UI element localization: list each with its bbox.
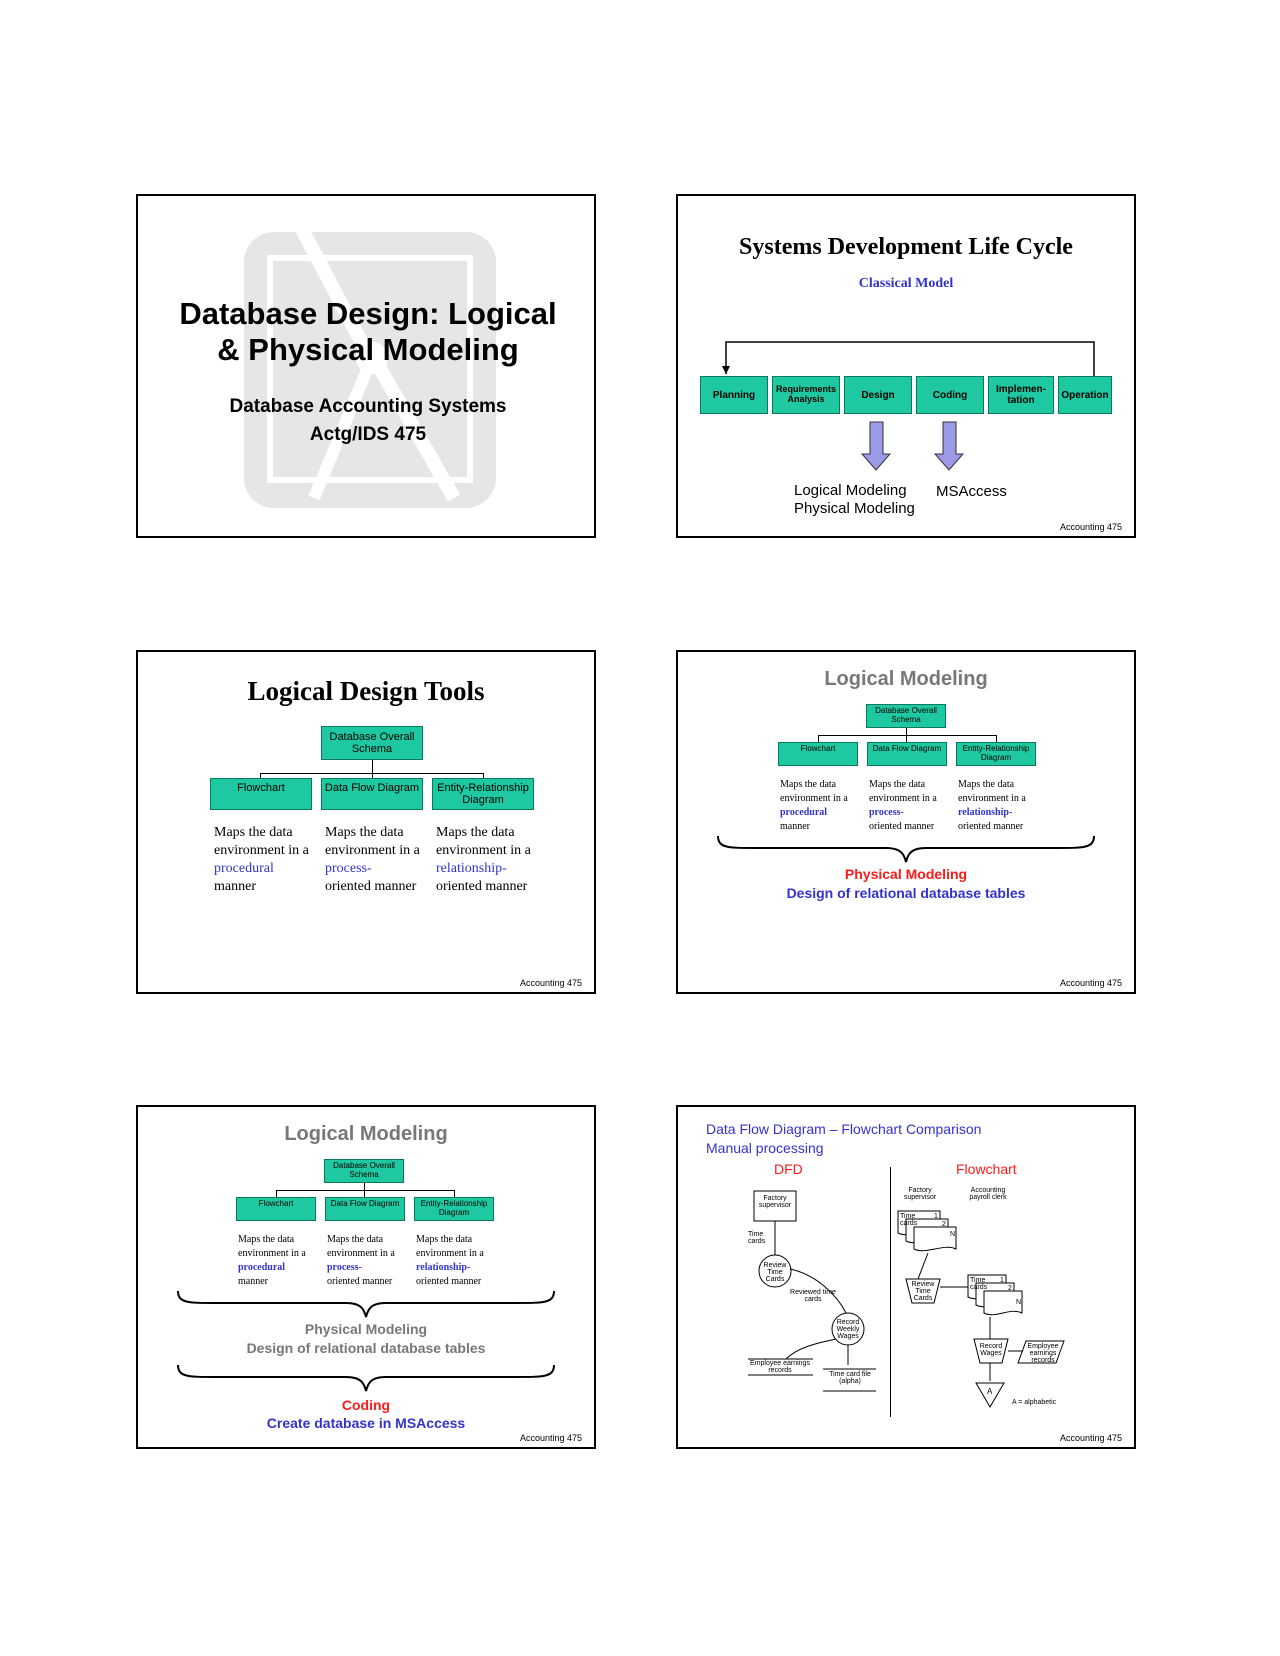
desc-dfd: Maps the data environment in a process- oriented manner — [869, 779, 937, 832]
fc-clerk: Accounting payroll clerk — [969, 1187, 1007, 1201]
curly-brace — [176, 1363, 556, 1393]
slide4-title: Logical Modeling — [824, 668, 988, 690]
box-flowchart: Flowchart — [236, 1197, 316, 1221]
slide2-title: Systems Development Life Cycle — [739, 234, 1073, 260]
fc-nN: N — [950, 1231, 956, 1238]
slide6-title-2: Manual processing — [706, 1140, 824, 1156]
fc-timecards: Time cards — [900, 1213, 918, 1227]
flowchart-label: Flowchart — [956, 1161, 1017, 1177]
footer: Accounting 475 — [519, 1433, 582, 1443]
curly-brace — [176, 1289, 556, 1319]
slide4-physical: Physical Modeling — [844, 866, 968, 882]
stage-planning: Planning — [700, 376, 768, 414]
stage-implementation: Implemen-tation — [988, 376, 1054, 414]
desc-erd: Maps the data environment in a relationship- oriented manner — [416, 1234, 484, 1287]
desc-flowchart: Maps the data environment in a procedural manner — [214, 825, 309, 894]
desc-dfd: Maps the data environment in a process- oriented manner — [327, 1234, 395, 1287]
desc-erd: Maps the data environment in a relationship- oriented manner — [958, 779, 1026, 832]
footer: Accounting 475 — [1059, 522, 1122, 532]
footer: Accounting 475 — [519, 978, 582, 988]
slide-logical-modeling-1 — [676, 650, 1136, 994]
box-schema: Database Overall Schema — [866, 704, 946, 728]
fc-n1-2: 1 — [1000, 1277, 1004, 1284]
stage-coding: Coding — [916, 376, 984, 414]
desc-erd: Maps the data environment in a relationship- oriented manner — [436, 825, 531, 894]
box-flowchart: Flowchart — [778, 742, 858, 766]
slide5-create: Create database in MSAccess — [266, 1415, 466, 1431]
box-erd: Entity-Relationship Diagram — [432, 778, 534, 810]
dfd-timecard-file: Time card file (alpha) — [829, 1371, 871, 1385]
footer: Accounting 475 — [1059, 978, 1122, 988]
box-dfd: Data Flow Diagram — [325, 1197, 405, 1221]
desc-dfd: Maps the data environment in a process- oriented manner — [325, 825, 420, 894]
fc-timecards-2: Time cards — [970, 1277, 988, 1291]
box-flowchart: Flowchart — [210, 778, 312, 810]
slide5-physical: Physical Modeling — [304, 1321, 428, 1337]
slide1-subtitle-1: Database Accounting Systems — [229, 396, 507, 417]
stage-requirements: Requirements Analysis — [772, 376, 840, 414]
desc-flowchart: Maps the data environment in a procedural manner — [780, 779, 848, 832]
box-erd: Entity-Relationship Diagram — [956, 742, 1036, 766]
slide6-title-1: Data Flow Diagram – Flowchart Comparison — [706, 1121, 982, 1137]
dfd-factory: Factory supervisor — [758, 1195, 792, 1209]
dfd-label: DFD — [774, 1161, 803, 1177]
slide-logical-design-tools — [136, 650, 596, 994]
fc-factory: Factory supervisor — [903, 1187, 937, 1201]
fc-review: Review Time Cards — [911, 1281, 935, 1302]
curly-brace — [716, 834, 1096, 864]
slide-dfd-flowchart-comparison — [676, 1105, 1136, 1449]
dfd-review: Review Time Cards — [763, 1262, 787, 1283]
fc-n2: 2 — [942, 1221, 946, 1228]
dfd-emp-records: Employee earnings records — [750, 1360, 810, 1374]
box-schema: Database Overall Schema — [321, 726, 423, 760]
fc-emp-records: Employee earnings records — [1027, 1343, 1059, 1364]
footer: Accounting 475 — [1059, 1433, 1122, 1443]
box-erd: Entity-Relationship Diagram — [414, 1197, 494, 1221]
slide5-coding: Coding — [341, 1397, 391, 1413]
slide3-title: Logical Design Tools — [247, 676, 485, 706]
fc-record: Record Wages — [979, 1343, 1003, 1357]
slide1-title: Database Design: Logical & Physical Modeling — [179, 296, 557, 367]
label-msaccess: MSAccess — [936, 483, 1007, 500]
dfd-record: Record Weekly Wages — [836, 1319, 860, 1340]
stage-operation: Operation — [1058, 376, 1112, 414]
fc-n2-2: 2 — [1008, 1285, 1012, 1292]
slide1-subtitle-2: Actg/IDS 475 — [309, 424, 427, 445]
slide-sdlc — [676, 194, 1136, 538]
stage-design: Design — [844, 376, 912, 414]
desc-flowchart: Maps the data environment in a procedural manner — [238, 1234, 306, 1287]
slide5-design: Design of relational database tables — [246, 1340, 486, 1356]
slide-title — [136, 194, 596, 538]
fc-nN-2: N — [1016, 1299, 1022, 1306]
box-schema: Database Overall Schema — [324, 1159, 404, 1183]
fc-n1: 1 — [934, 1213, 938, 1220]
fc-alpha: A = alphabetic — [1012, 1399, 1057, 1406]
box-dfd: Data Flow Diagram — [867, 742, 947, 766]
label-physical-modeling: Physical Modeling — [794, 500, 915, 517]
label-logical-modeling: Logical Modeling — [794, 482, 907, 499]
dfd-timecards: Time cards — [748, 1231, 766, 1245]
slide-logical-modeling-2 — [136, 1105, 596, 1449]
dfd-reviewed: Reviewed time cards — [790, 1289, 836, 1303]
fc-a: A — [987, 1387, 993, 1396]
box-dfd: Data Flow Diagram — [321, 778, 423, 810]
flowchart-diagram — [678, 1107, 1134, 1447]
slide4-design: Design of relational database tables — [786, 885, 1026, 901]
slide5-title: Logical Modeling — [284, 1123, 448, 1145]
slide2-subtitle: Classical Model — [858, 276, 954, 291]
